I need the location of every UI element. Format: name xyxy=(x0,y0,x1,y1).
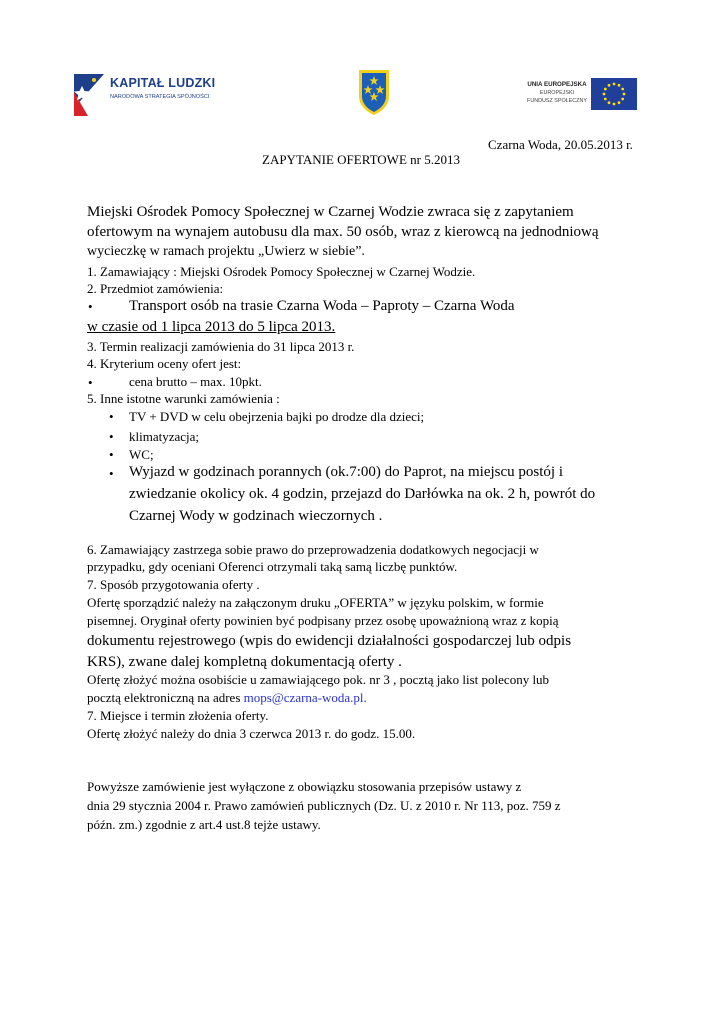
item-7-text-line-1: Ofertę sporządzić należy na załączonym druku „OFERTA” w języku polskim, w formie xyxy=(87,595,544,610)
intro-line-3: wycieczkę w ramach projektu „Uwierz w siebie”. xyxy=(87,244,365,259)
closing-line-3: późn. zm.) zgodnie z art.4 ust.8 tejże ustawy. xyxy=(87,817,321,832)
item-6-line-1: 6. Zamawiający zastrzega sobie prawo do przeprowadzenia dodatkowych negocjacji w xyxy=(87,542,539,557)
place-date: Czarna Woda, 20.05.2013 r. xyxy=(488,137,633,152)
bullet-icon: • xyxy=(109,429,114,444)
item-4-bullet: cena brutto – max. 10pkt. xyxy=(129,374,262,389)
item-7-text-line-4: KRS), zwane dalej kompletną dokumentacją oferty . xyxy=(87,654,402,670)
item-4: 4. Kryterium oceny ofert jest: xyxy=(87,356,242,371)
email-link[interactable]: mops@czarna-woda.pl. xyxy=(243,690,367,705)
item-1: 1. Zamawiający : Miejski Ośrodek Pomocy Społecznej w Czarnej Wodzie. xyxy=(87,264,476,279)
bullet-icon: • xyxy=(109,466,114,481)
crest-icon xyxy=(357,68,391,116)
intro-line-2: ofertowym na wynajem autobusu dla max. 50 osób, wraz z kierowcą na jednodniową xyxy=(87,224,599,240)
kapital-ludzki-logo xyxy=(70,72,220,116)
item-5-bullet-4-line-2: zwiedzanie okolicy ok. 4 godzin, przejazd do Darłówka na ok. 2 h, powrót do xyxy=(129,486,596,502)
kapital-ludzki-emblem-icon xyxy=(70,72,106,116)
kapital-ludzki-subtitle: NARODOWA STRATEGIA SPÓJNOŚCI xyxy=(110,94,210,100)
item-7: 7. Sposób przygotowania oferty . xyxy=(87,577,260,592)
intro-line-1: Miejski Ośrodek Pomocy Społecznej w Czarnej Wodzie zwraca się z zapytaniem xyxy=(87,204,574,220)
item-7-text-line-3: dokumentu rejestrowego (wpis do ewidencji działalności gospodarczej lub odpis xyxy=(87,633,572,649)
item-7-text-line-5: Ofertę złożyć można osobiście u zamawiającego pok. nr 3 , pocztą jako list polecony lub xyxy=(87,672,550,687)
czarna-woda-crest-logo xyxy=(357,68,391,116)
eu-logo-text xyxy=(525,81,589,105)
bullet-icon: • xyxy=(109,409,114,424)
bullet-icon: • xyxy=(88,299,93,314)
item-7b: 7. Miejsce i termin złożenia oferty. xyxy=(87,708,269,723)
item-7-text-line-6 xyxy=(87,691,367,704)
document-title: ZAPYTANIE OFERTOWE nr 5.2013 xyxy=(262,152,460,167)
item-7-text-line-6-label: pocztą elektroniczną na adres xyxy=(87,690,244,705)
item-5: 5. Inne istotne warunki zamówienia : xyxy=(87,391,280,406)
eu-line2: EUROPEJSKI xyxy=(539,90,575,96)
closing-line-2: dnia 29 stycznia 2004 r. Prawo zamówień publicznych (Dz. U. z 2010 r. Nr 113, poz. 759 z xyxy=(87,798,561,813)
closing-line-1: Powyższe zamówienie jest wyłączone z obowiązku stosowania przepisów ustawy z xyxy=(87,779,522,794)
item-5-bullet-2: klimatyzacja; xyxy=(129,429,200,444)
item-2: 2. Przedmiot zamówienia: xyxy=(87,281,224,296)
item-5-bullet-4-line-1: Wyjazd w godzinach porannych (ok.7:00) do Paprot, na miejscu postój i xyxy=(129,464,563,480)
eu-flag-icon xyxy=(591,78,637,110)
bullet-icon: • xyxy=(88,375,93,390)
eu-line1: UNIA EUROPEJSKA xyxy=(527,81,587,88)
header-logos xyxy=(0,0,724,130)
item-2-dates: w czasie od 1 lipca 2013 do 5 lipca 2013. xyxy=(87,319,336,335)
eu-line3: FUNDUSZ SPOŁECZNY xyxy=(527,98,587,104)
item-5-bullet-1: TV + DVD w celu obejrzenia bajki po drodze dla dzieci; xyxy=(129,409,425,424)
item-7-text-line-2: pisemnej. Oryginał oferty powinien być podpisany przez osobę upoważnioną wraz z kopią xyxy=(87,613,559,628)
item-6-line-2: przypadku, gdy oceniani Oferenci otrzymali taką samą liczbę punktów. xyxy=(87,559,458,574)
item-7b-text: Ofertę złożyć należy do dnia 3 czerwca 2013 r. do godz. 15.00. xyxy=(87,726,416,741)
item-2-bullet: Transport osób na trasie Czarna Woda – Paproty – Czarna Woda xyxy=(129,298,515,314)
eu-logo xyxy=(525,78,637,112)
item-5-bullet-3: WC; xyxy=(129,447,154,462)
bullet-icon: • xyxy=(109,447,114,462)
kapital-ludzki-title: KAPITAŁ LUDZKI xyxy=(110,76,216,90)
item-3: 3. Termin realizacji zamówienia do 31 lipca 2013 r. xyxy=(87,339,355,354)
item-5-bullet-4-line-3: Czarnej Wody w godzinach wieczornych . xyxy=(129,508,383,524)
